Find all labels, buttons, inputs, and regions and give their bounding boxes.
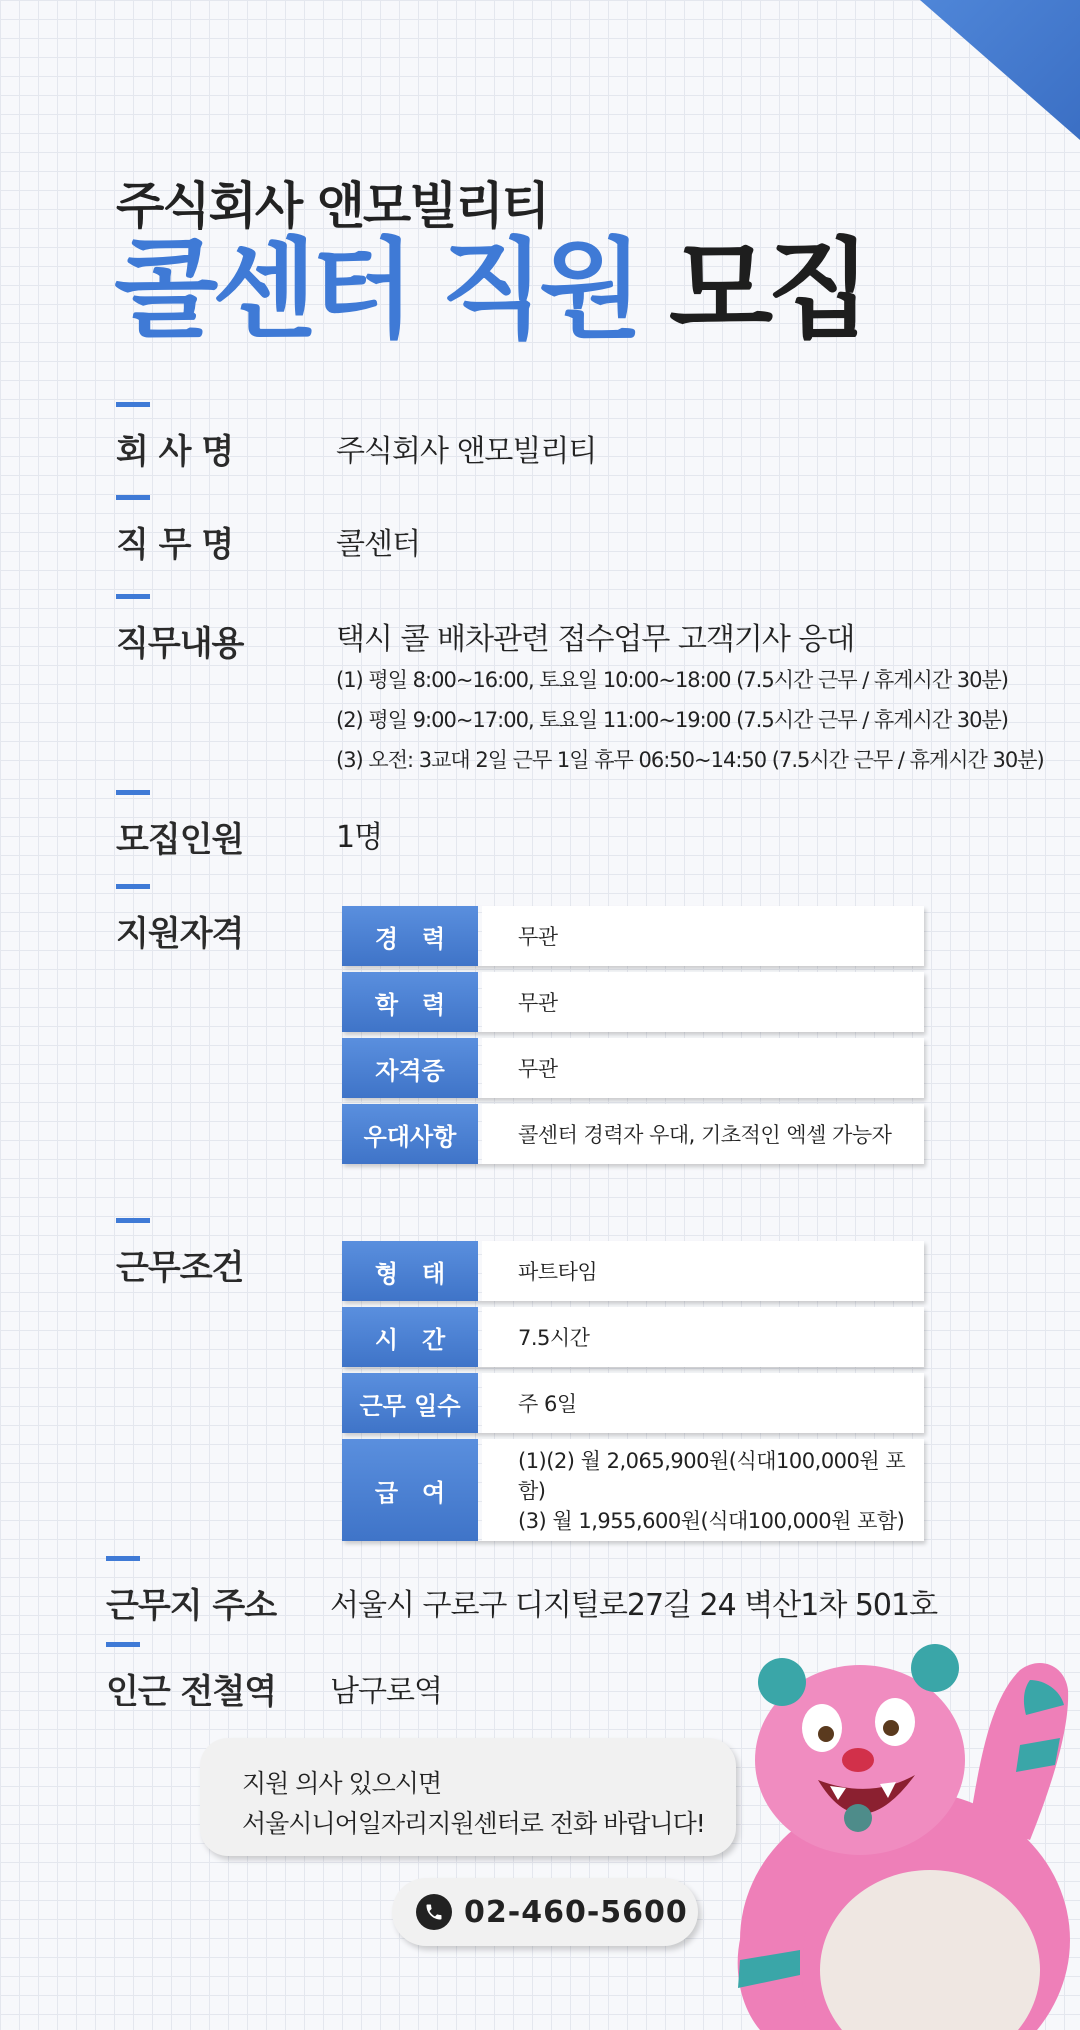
table-row — [342, 1104, 924, 1164]
conditions-table — [342, 1241, 924, 1547]
title-position: 콜센터 직원 — [114, 228, 638, 353]
corner-fold-decoration — [920, 0, 1080, 140]
address-label: 근무지 주소 — [106, 1578, 276, 1627]
table-cell: 주 6일 — [482, 1373, 924, 1433]
table-row — [342, 1307, 924, 1367]
table-cell: 7.5시간 — [482, 1307, 924, 1367]
duty-shift-2: (2) 평일 9:00~17:00, 토요일 11:00~19:00 (7.5시간 근무 / 휴게시간 30분) — [336, 708, 1008, 732]
company-label: 회 사 명 — [116, 424, 233, 473]
address-value: 서울시 구로구 디지털로27길 24 벽산1차 501호 — [330, 1588, 938, 1623]
salary-line-1: (1)(2) 월 2,065,900원(식대100,000원 포함) — [518, 1449, 906, 1503]
job-title-label: 직 무 명 — [116, 517, 233, 566]
table-row — [342, 1241, 924, 1301]
duties-label: 직무내용 — [116, 616, 243, 665]
qualifications-table — [342, 906, 924, 1170]
phone-number: 02-460-5600 — [464, 1894, 688, 1930]
qualifications-label: 지원자격 — [116, 906, 243, 955]
contact-message-bubble — [200, 1738, 736, 1856]
table-header-cell: 자격증 — [342, 1038, 478, 1098]
phone-icon — [416, 1894, 452, 1930]
conditions-label: 근무조건 — [116, 1240, 243, 1289]
table-header-cell: 급 여 — [342, 1439, 478, 1541]
salary-line-2: (3) 월 1,955,600원(식대100,000원 포함) — [518, 1509, 905, 1533]
table-row — [342, 1038, 924, 1098]
contact-message-line-1: 지원 의사 있으시면 — [242, 1769, 442, 1798]
table-cell: 무관 — [482, 906, 924, 966]
table-header-cell: 근무 일수 — [342, 1373, 478, 1433]
table-cell: 무관 — [482, 972, 924, 1032]
table-header-cell: 형 태 — [342, 1241, 478, 1301]
table-header-cell: 시 간 — [342, 1307, 478, 1367]
duty-shift-1: (1) 평일 8:00~16:00, 토요일 10:00~18:00 (7.5시간 근무 / 휴게시간 30분) — [336, 668, 1008, 692]
company-name-header: 주식회사 앤모빌리티 — [116, 177, 549, 235]
headcount-label: 모집인원 — [116, 812, 243, 861]
table-cell: 파트타임 — [482, 1241, 924, 1301]
phone-number-pill[interactable] — [392, 1878, 698, 1946]
title-recruit: 모집 — [668, 228, 866, 353]
salary-cell — [482, 1439, 924, 1541]
mascot-monster-illustration — [730, 1610, 1080, 2030]
contact-message-line-2: 서울시니어일자리지원센터로 전화 바랍니다! — [242, 1809, 705, 1838]
table-row — [342, 972, 924, 1032]
table-cell: 콜센터 경력자 우대, 기초적인 엑셀 가능자 — [482, 1104, 924, 1164]
table-row — [342, 1373, 924, 1433]
table-row — [342, 906, 924, 966]
station-label: 인근 전철역 — [106, 1664, 276, 1713]
duties-main: 택시 콜 배차관련 접수업무 고객기사 응대 — [336, 622, 855, 657]
table-header-cell: 학 력 — [342, 972, 478, 1032]
table-row — [342, 1439, 924, 1541]
table-header-cell: 경 력 — [342, 906, 478, 966]
page-title — [114, 228, 866, 353]
company-value: 주식회사 앤모빌리티 — [336, 434, 597, 469]
job-title-value: 콜센터 — [336, 527, 420, 562]
station-value: 남구로역 — [330, 1674, 442, 1709]
table-header-cell: 우대사항 — [342, 1104, 478, 1164]
duty-shift-3: (3) 오전: 3교대 2일 근무 1일 휴무 06:50~14:50 (7.5시간 근무 / 휴게시간 30분) — [336, 748, 1044, 772]
headcount-value: 1명 — [336, 820, 383, 855]
table-cell: 무관 — [482, 1038, 924, 1098]
